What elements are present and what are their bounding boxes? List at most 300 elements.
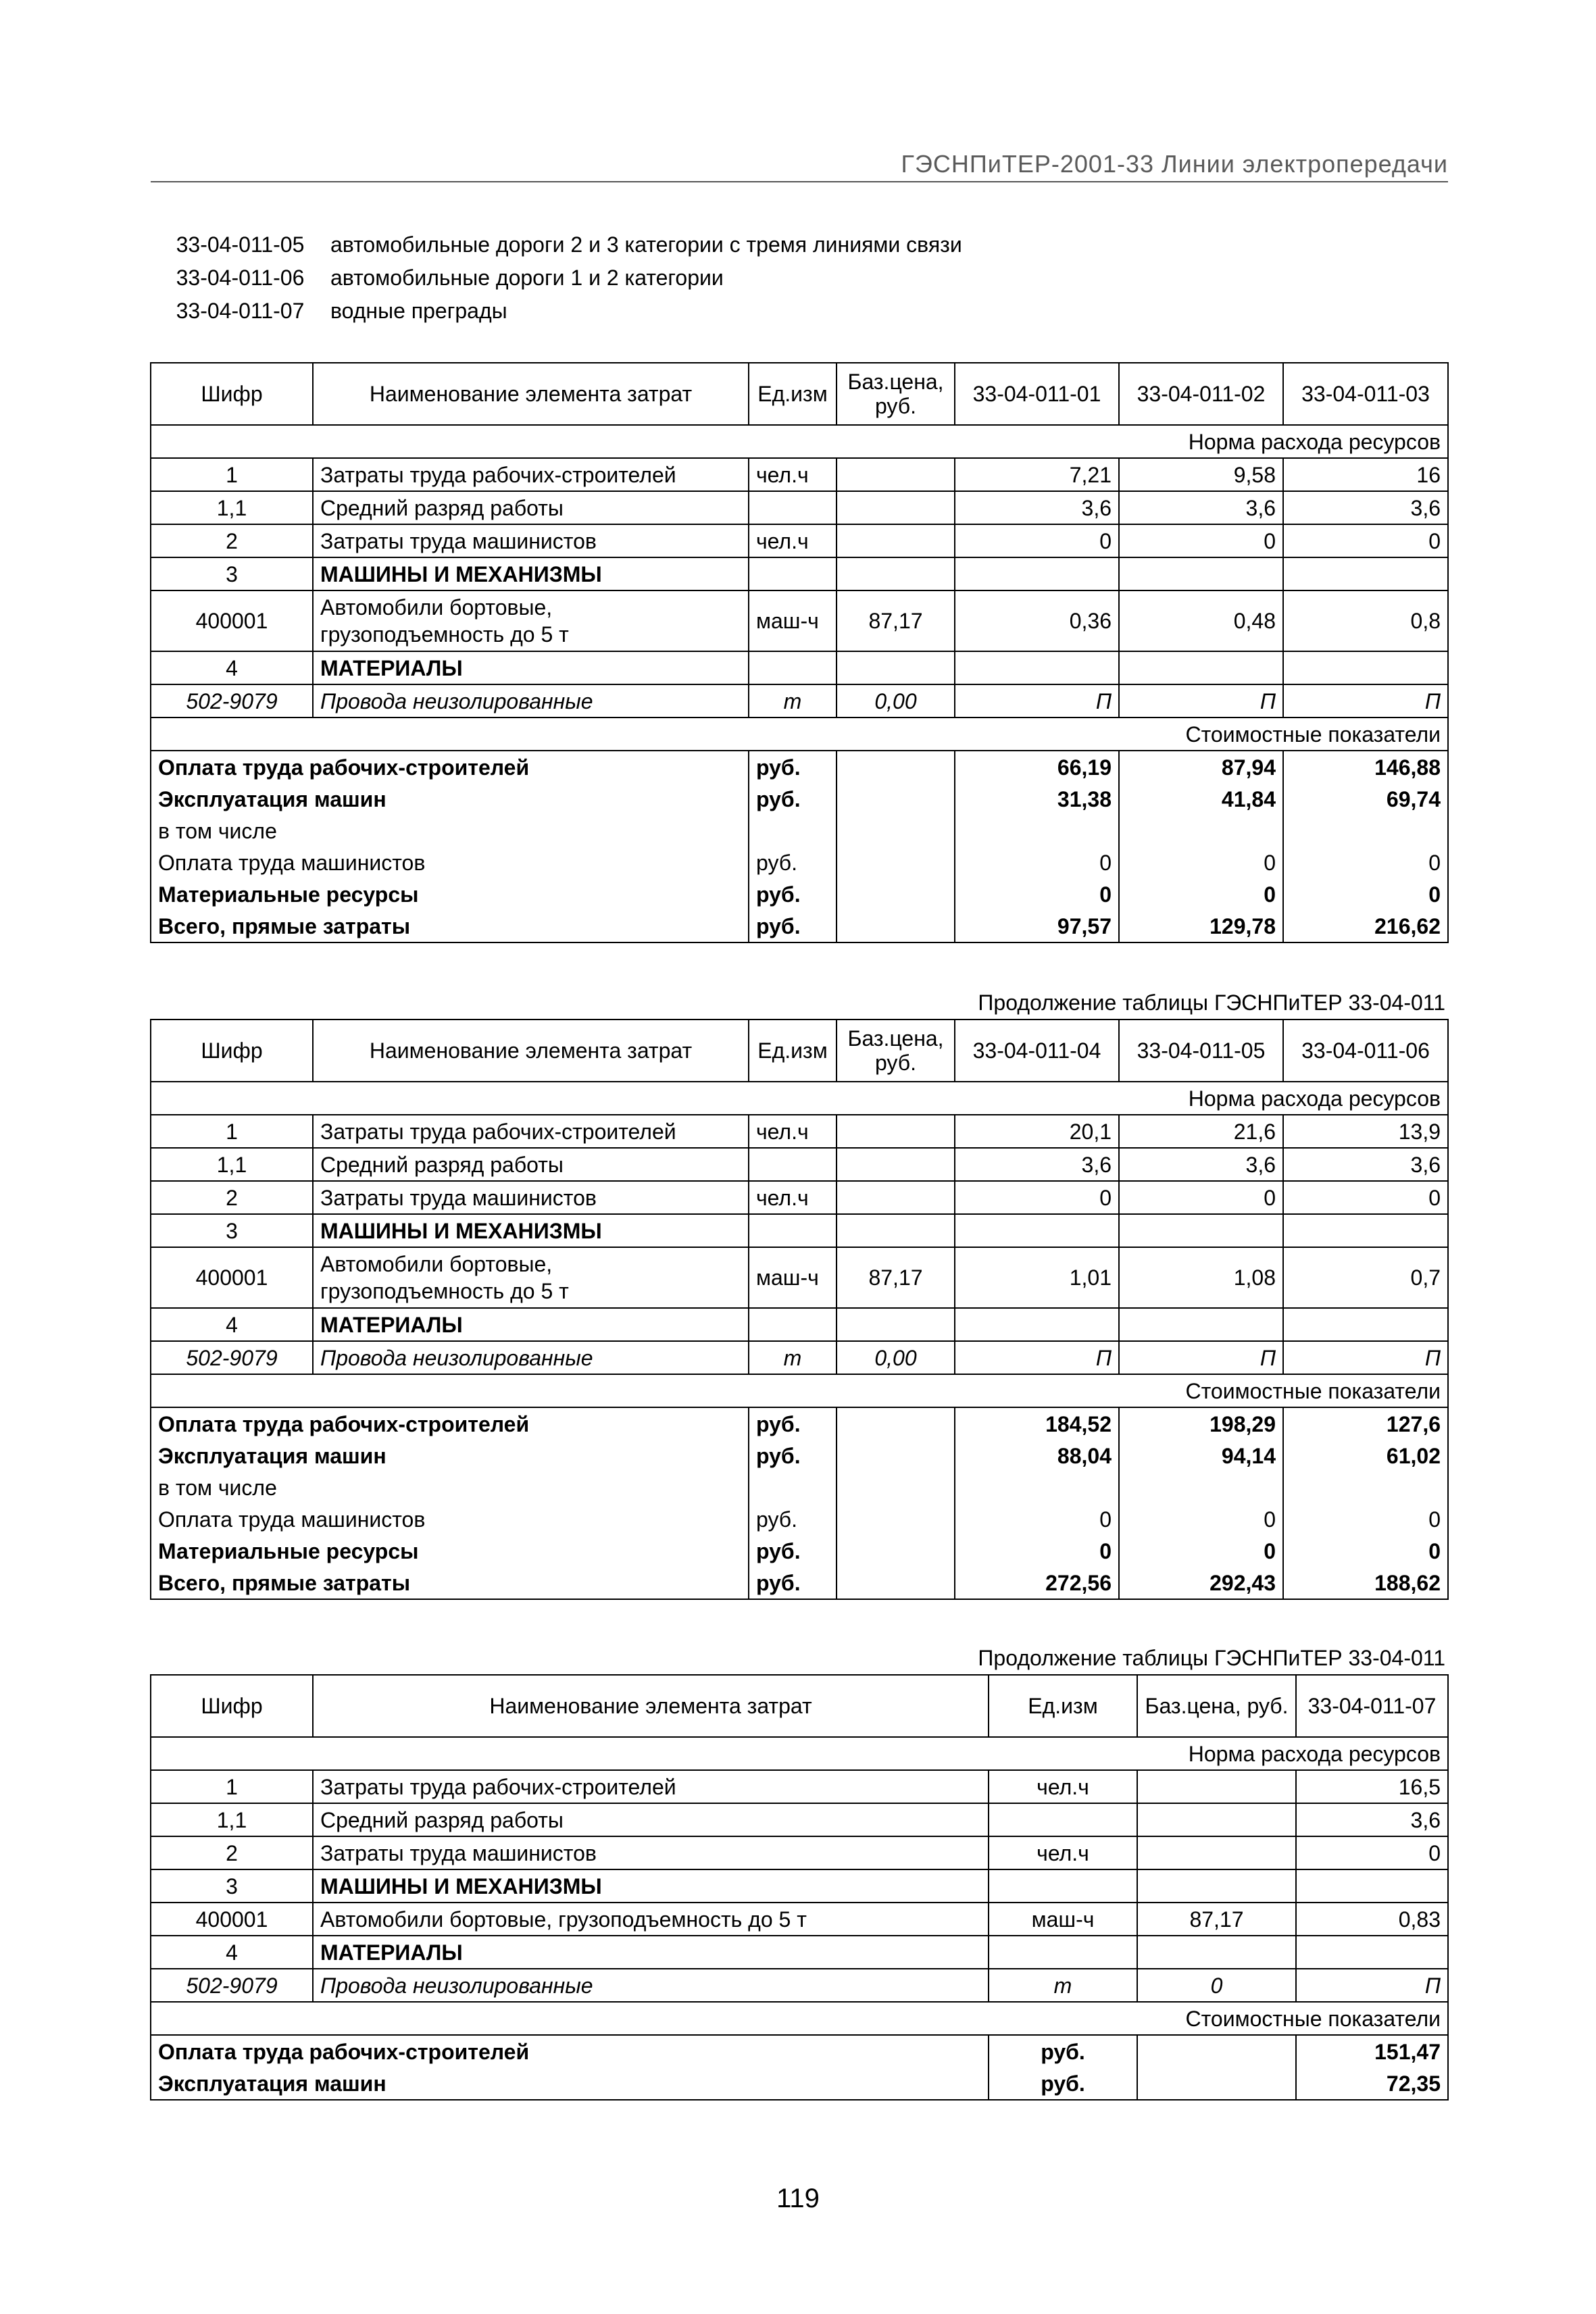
cost-price (837, 878, 955, 910)
cost-value: 0 (1283, 847, 1448, 878)
table-row (151, 1803, 1448, 1836)
row-price (837, 1181, 955, 1214)
cost-unit: руб. (749, 1567, 837, 1599)
element-name-header: Наименование элемента затрат (313, 1675, 989, 1737)
row-unit: т (749, 684, 837, 718)
row-value: 20,1 (955, 1115, 1119, 1148)
cost-value: 69,74 (1283, 783, 1448, 815)
cost-row (151, 1472, 1448, 1503)
table-header-row (151, 363, 1448, 425)
row-code: 400001 (151, 590, 313, 651)
cost-row (151, 751, 1448, 783)
row-price: 87,17 (1137, 1903, 1296, 1936)
row-value: 0,48 (1119, 590, 1283, 651)
row-price (837, 557, 955, 590)
row-name: Затраты труда рабочих-строителей (313, 458, 749, 491)
base-price-header: Баз.цена, руб. (1137, 1675, 1296, 1737)
row-code: 1 (151, 458, 313, 491)
row-value (955, 1214, 1119, 1247)
cost-price (837, 1407, 955, 1440)
cost-row (151, 1440, 1448, 1472)
row-unit: маш-ч (749, 1247, 837, 1308)
table-row (151, 1181, 1448, 1214)
continuation-caption: Продолжение таблицы ГЭСНПиТЕР 33-04-011 (978, 1646, 1445, 1670)
cost-unit: руб. (749, 1503, 837, 1535)
table-row (151, 1969, 1448, 2002)
row-name: Средний разряд работы (313, 1803, 989, 1836)
row-unit: чел.ч (749, 1181, 837, 1214)
row-value: П (1296, 1969, 1448, 2002)
row-unit (989, 1803, 1137, 1836)
cost-label: Оплата труда машинистов (151, 1503, 749, 1535)
row-code: 1 (151, 1770, 313, 1803)
cost-unit: руб. (749, 910, 837, 942)
row-value: 0 (955, 1181, 1119, 1214)
row-code: 3 (151, 1869, 313, 1903)
cost-row (151, 783, 1448, 815)
row-value: 3,6 (1296, 1803, 1448, 1836)
row-name: Автомобили бортовые, грузоподъемность до 5 т (313, 1247, 749, 1308)
cost-value (955, 815, 1119, 847)
cost-value: 61,02 (1283, 1440, 1448, 1472)
cost-value: 151,47 (1296, 2035, 1448, 2067)
row-unit (749, 651, 837, 684)
row-value: 13,9 (1283, 1115, 1448, 1148)
row-value: П (1119, 684, 1283, 718)
cost-value: 184,52 (955, 1407, 1119, 1440)
resource-table-2 (150, 1019, 1449, 1600)
row-name: МАТЕРИАЛЫ (313, 1308, 749, 1341)
cost-row (151, 1567, 1448, 1599)
cost-unit (749, 815, 837, 847)
table-row (151, 1936, 1448, 1969)
cost-value: 216,62 (1283, 910, 1448, 942)
row-code: 1 (151, 1115, 313, 1148)
cost-row (151, 1535, 1448, 1567)
table-row (151, 1115, 1448, 1148)
cost-price (837, 1503, 955, 1535)
cost-label: Оплата труда рабочих-строителей (151, 1407, 749, 1440)
base-price-header: Баз.цена, руб. (837, 363, 955, 425)
cost-label: Эксплуатация машин (151, 2067, 989, 2100)
cost-unit: руб. (989, 2067, 1137, 2100)
row-name: МАТЕРИАЛЫ (313, 1936, 989, 1969)
row-name: Затраты труда рабочих-строителей (313, 1770, 989, 1803)
code: 33-04-011-07 (176, 299, 305, 323)
row-code: 400001 (151, 1903, 313, 1936)
cost-label: Оплата труда рабочих-строителей (151, 751, 749, 783)
row-unit (749, 1214, 837, 1247)
cost-price (837, 1472, 955, 1503)
cost-value: 0 (955, 847, 1119, 878)
row-value: 3,6 (1283, 491, 1448, 524)
cost-value (1283, 815, 1448, 847)
row-value (1296, 1936, 1448, 1969)
section-row (151, 718, 1448, 751)
cost-label: Эксплуатация машин (151, 1440, 749, 1472)
row-value: 0 (1119, 524, 1283, 557)
norm-section-label: Норма расхода ресурсов (151, 1737, 1448, 1770)
row-value: 3,6 (1119, 491, 1283, 524)
row-name: МАТЕРИАЛЫ (313, 651, 749, 684)
row-value: 0,83 (1296, 1903, 1448, 1936)
cost-label: Всего, прямые затраты (151, 1567, 749, 1599)
row-price (837, 491, 955, 524)
row-value (955, 651, 1119, 684)
row-name: МАШИНЫ И МЕХАНИЗМЫ (313, 1214, 749, 1247)
row-price (1137, 1936, 1296, 1969)
row-price (837, 458, 955, 491)
cost-value: 0 (1119, 878, 1283, 910)
cost-value: 31,38 (955, 783, 1119, 815)
row-value: 7,21 (955, 458, 1119, 491)
row-price (837, 1308, 955, 1341)
row-name: Затраты труда машинистов (313, 1836, 989, 1869)
row-code: 502-9079 (151, 1341, 313, 1374)
cost-value: 0 (1283, 1503, 1448, 1535)
row-unit: чел.ч (989, 1836, 1137, 1869)
row-price (837, 1214, 955, 1247)
row-price (1137, 1770, 1296, 1803)
cost-unit: руб. (749, 1535, 837, 1567)
cost-value (1119, 1472, 1283, 1503)
column-code: 33-04-011-02 (1119, 363, 1283, 425)
row-value (1119, 651, 1283, 684)
row-price (1137, 1836, 1296, 1869)
row-value: 0,36 (955, 590, 1119, 651)
cost-label: в том числе (151, 815, 749, 847)
row-unit: чел.ч (989, 1770, 1137, 1803)
row-name: Провода неизолированные (313, 1969, 989, 2002)
column-code: 33-04-011-03 (1283, 363, 1448, 425)
table-row (151, 1214, 1448, 1247)
row-value (1283, 557, 1448, 590)
cost-label: Материальные ресурсы (151, 1535, 749, 1567)
column-code: 33-04-011-01 (955, 363, 1119, 425)
norm-section-label: Норма расхода ресурсов (151, 425, 1448, 458)
section-row (151, 2002, 1448, 2035)
element-name-header: Наименование элемента затрат (313, 1020, 749, 1082)
row-code: 400001 (151, 1247, 313, 1308)
code-description: автомобильные дороги 2 и 3 категории с тремя линиями связи (330, 232, 962, 257)
cost-label: Оплата труда рабочих-строителей (151, 2035, 989, 2067)
cost-value: 0 (955, 1535, 1119, 1567)
cost-row (151, 910, 1448, 942)
row-unit (749, 557, 837, 590)
cost-label: Оплата труда машинистов (151, 847, 749, 878)
table-row (151, 1869, 1448, 1903)
table-row (151, 590, 1448, 651)
row-code: 502-9079 (151, 1969, 313, 2002)
row-code: 4 (151, 1308, 313, 1341)
row-price: 87,17 (837, 590, 955, 651)
base-price-header: Баз.цена, руб. (837, 1020, 955, 1082)
cost-label: в том числе (151, 1472, 749, 1503)
row-name: Провода неизолированные (313, 684, 749, 718)
row-unit: чел.ч (749, 524, 837, 557)
table-row (151, 524, 1448, 557)
row-price (837, 524, 955, 557)
row-value: 1,01 (955, 1247, 1119, 1308)
row-name: Автомобили бортовые, грузоподъемность до 5 т (313, 590, 749, 651)
row-value: 16,5 (1296, 1770, 1448, 1803)
row-name: Автомобили бортовые, грузоподъемность до 5 т (313, 1903, 989, 1936)
cost-value: 188,62 (1283, 1567, 1448, 1599)
cost-value: 272,56 (955, 1567, 1119, 1599)
table-row (151, 1308, 1448, 1341)
table-row (151, 557, 1448, 590)
row-unit (989, 1869, 1137, 1903)
page-number: 119 (776, 2184, 820, 2213)
table-row (151, 1903, 1448, 1936)
row-value: 0 (1119, 1181, 1283, 1214)
row-name: Затраты труда машинистов (313, 1181, 749, 1214)
cipher-header: Шифр (151, 363, 313, 425)
cost-value: 146,88 (1283, 751, 1448, 783)
cost-unit: руб. (749, 1440, 837, 1472)
cost-value: 0 (1283, 1535, 1448, 1567)
resource-table-1 (150, 362, 1449, 943)
row-value: 0,7 (1283, 1247, 1448, 1308)
cost-label: Всего, прямые затраты (151, 910, 749, 942)
table-row (151, 1836, 1448, 1869)
row-unit: чел.ч (749, 458, 837, 491)
row-price (837, 1148, 955, 1181)
cost-value: 0 (1119, 1503, 1283, 1535)
cost-row (151, 847, 1448, 878)
table-row (151, 1247, 1448, 1308)
cost-value: 0 (1119, 1535, 1283, 1567)
unit-header: Ед.изм (749, 1020, 837, 1082)
row-code: 502-9079 (151, 684, 313, 718)
cost-section-label: Стоимостные показатели (151, 2002, 1448, 2035)
row-value: П (955, 684, 1119, 718)
cost-unit: руб. (749, 783, 837, 815)
cost-value (1283, 1472, 1448, 1503)
section-row (151, 425, 1448, 458)
row-value: П (1119, 1341, 1283, 1374)
column-code: 33-04-011-05 (1119, 1020, 1283, 1082)
cipher-header: Шифр (151, 1020, 313, 1082)
cost-price (1137, 2067, 1296, 2100)
row-value: 9,58 (1119, 458, 1283, 491)
row-value (955, 1308, 1119, 1341)
row-unit (989, 1936, 1137, 1969)
row-price (1137, 1803, 1296, 1836)
code-item (150, 228, 962, 261)
cost-price (837, 783, 955, 815)
row-name: Средний разряд работы (313, 491, 749, 524)
cost-unit (749, 1472, 837, 1503)
row-code: 1,1 (151, 491, 313, 524)
cost-value: 72,35 (1296, 2067, 1448, 2100)
row-value: 0 (1283, 524, 1448, 557)
row-price: 0,00 (837, 1341, 955, 1374)
cost-unit: руб. (749, 1407, 837, 1440)
row-value: П (1283, 1341, 1448, 1374)
cost-row (151, 2067, 1448, 2100)
row-code: 3 (151, 557, 313, 590)
row-value: 0 (1296, 1836, 1448, 1869)
row-name: Средний разряд работы (313, 1148, 749, 1181)
cost-value: 66,19 (955, 751, 1119, 783)
cost-value: 127,6 (1283, 1407, 1448, 1440)
table-row (151, 491, 1448, 524)
cost-value: 292,43 (1119, 1567, 1283, 1599)
cost-unit: руб. (749, 847, 837, 878)
code-description: автомобильные дороги 1 и 2 категории (330, 266, 724, 290)
row-unit: маш-ч (989, 1903, 1137, 1936)
cost-value: 129,78 (1119, 910, 1283, 942)
cost-price (837, 751, 955, 783)
cost-section-label: Стоимостные показатели (151, 718, 1448, 751)
row-value (1283, 651, 1448, 684)
cost-value: 88,04 (955, 1440, 1119, 1472)
cost-value: 198,29 (1119, 1407, 1283, 1440)
cost-value: 97,57 (955, 910, 1119, 942)
cost-row (151, 815, 1448, 847)
cost-price (837, 1567, 955, 1599)
row-value: П (1283, 684, 1448, 718)
resource-table-3 (150, 1674, 1449, 2101)
cost-value (955, 1472, 1119, 1503)
cost-price (837, 910, 955, 942)
row-code: 2 (151, 1181, 313, 1214)
row-code: 2 (151, 1836, 313, 1869)
row-value (1283, 1214, 1448, 1247)
row-value: П (955, 1341, 1119, 1374)
code: 33-04-011-05 (176, 232, 305, 257)
cost-unit: руб. (749, 751, 837, 783)
table-row (151, 1148, 1448, 1181)
row-name: Затраты труда машинистов (313, 524, 749, 557)
row-code: 4 (151, 1936, 313, 1969)
unit-header: Ед.изм (989, 1675, 1137, 1737)
cost-section-label: Стоимостные показатели (151, 1374, 1448, 1407)
row-value (955, 557, 1119, 590)
cost-value: 0 (1119, 847, 1283, 878)
cost-label: Материальные ресурсы (151, 878, 749, 910)
row-unit: маш-ч (749, 590, 837, 651)
cost-row (151, 878, 1448, 910)
running-header: ГЭСНПиТЕР-2001-33 Линии электропередачи (901, 150, 1448, 178)
cost-row (151, 2035, 1448, 2067)
row-unit: чел.ч (749, 1115, 837, 1148)
cipher-header: Шифр (151, 1675, 313, 1737)
code: 33-04-011-06 (176, 266, 305, 290)
table-row (151, 1770, 1448, 1803)
header-rule (151, 181, 1448, 182)
table-header-row (151, 1020, 1448, 1082)
norm-section-label: Норма расхода ресурсов (151, 1082, 1448, 1115)
row-code: 1,1 (151, 1148, 313, 1181)
row-price: 0,00 (837, 684, 955, 718)
row-price (1137, 1869, 1296, 1903)
row-code: 2 (151, 524, 313, 557)
row-value: 21,6 (1119, 1115, 1283, 1148)
cost-label: Эксплуатация машин (151, 783, 749, 815)
row-value (1296, 1869, 1448, 1903)
cost-price (837, 1535, 955, 1567)
cost-row (151, 1407, 1448, 1440)
row-value (1119, 1308, 1283, 1341)
column-code: 33-04-011-07 (1296, 1675, 1448, 1737)
table-row (151, 1341, 1448, 1374)
row-price (837, 1115, 955, 1148)
table-row (151, 651, 1448, 684)
cost-value: 0 (955, 1503, 1119, 1535)
row-value: 0 (1283, 1181, 1448, 1214)
row-value (1283, 1308, 1448, 1341)
row-unit: т (749, 1341, 837, 1374)
unit-header: Ед.изм (749, 363, 837, 425)
element-name-header: Наименование элемента затрат (313, 363, 749, 425)
row-code: 4 (151, 651, 313, 684)
section-row (151, 1082, 1448, 1115)
code-list (150, 228, 962, 328)
row-unit (749, 1308, 837, 1341)
code-item (150, 295, 962, 328)
cost-value (1119, 815, 1283, 847)
row-price: 87,17 (837, 1247, 955, 1308)
row-name: МАШИНЫ И МЕХАНИЗМЫ (313, 557, 749, 590)
cost-value: 41,84 (1119, 783, 1283, 815)
row-code: 3 (151, 1214, 313, 1247)
cost-value: 0 (1283, 878, 1448, 910)
row-value: 3,6 (1283, 1148, 1448, 1181)
row-value (1119, 557, 1283, 590)
row-unit: т (989, 1969, 1137, 2002)
row-value: 3,6 (955, 1148, 1119, 1181)
table-header-row (151, 1675, 1448, 1737)
cost-value: 94,14 (1119, 1440, 1283, 1472)
row-value: 0 (955, 524, 1119, 557)
row-name: МАШИНЫ И МЕХАНИЗМЫ (313, 1869, 989, 1903)
cost-value: 0 (955, 878, 1119, 910)
column-code: 33-04-011-06 (1283, 1020, 1448, 1082)
row-price (837, 651, 955, 684)
cost-row (151, 1503, 1448, 1535)
code-item (150, 261, 962, 295)
cost-unit: руб. (989, 2035, 1137, 2067)
row-name: Провода неизолированные (313, 1341, 749, 1374)
code-description: водные преграды (330, 299, 507, 323)
column-code: 33-04-011-04 (955, 1020, 1119, 1082)
cost-price (1137, 2035, 1296, 2067)
table-row (151, 458, 1448, 491)
cost-price (837, 1440, 955, 1472)
continuation-caption: Продолжение таблицы ГЭСНПиТЕР 33-04-011 (978, 990, 1445, 1015)
row-value: 0,8 (1283, 590, 1448, 651)
section-row (151, 1737, 1448, 1770)
table-row (151, 684, 1448, 718)
row-unit (749, 491, 837, 524)
row-value (1119, 1214, 1283, 1247)
cost-value: 87,94 (1119, 751, 1283, 783)
row-value: 3,6 (1119, 1148, 1283, 1181)
row-value: 1,08 (1119, 1247, 1283, 1308)
row-value: 16 (1283, 458, 1448, 491)
row-price: 0 (1137, 1969, 1296, 2002)
section-row (151, 1374, 1448, 1407)
cost-unit: руб. (749, 878, 837, 910)
row-value: 3,6 (955, 491, 1119, 524)
row-code: 1,1 (151, 1803, 313, 1836)
row-unit (749, 1148, 837, 1181)
row-name: Затраты труда рабочих-строителей (313, 1115, 749, 1148)
cost-price (837, 815, 955, 847)
cost-price (837, 847, 955, 878)
